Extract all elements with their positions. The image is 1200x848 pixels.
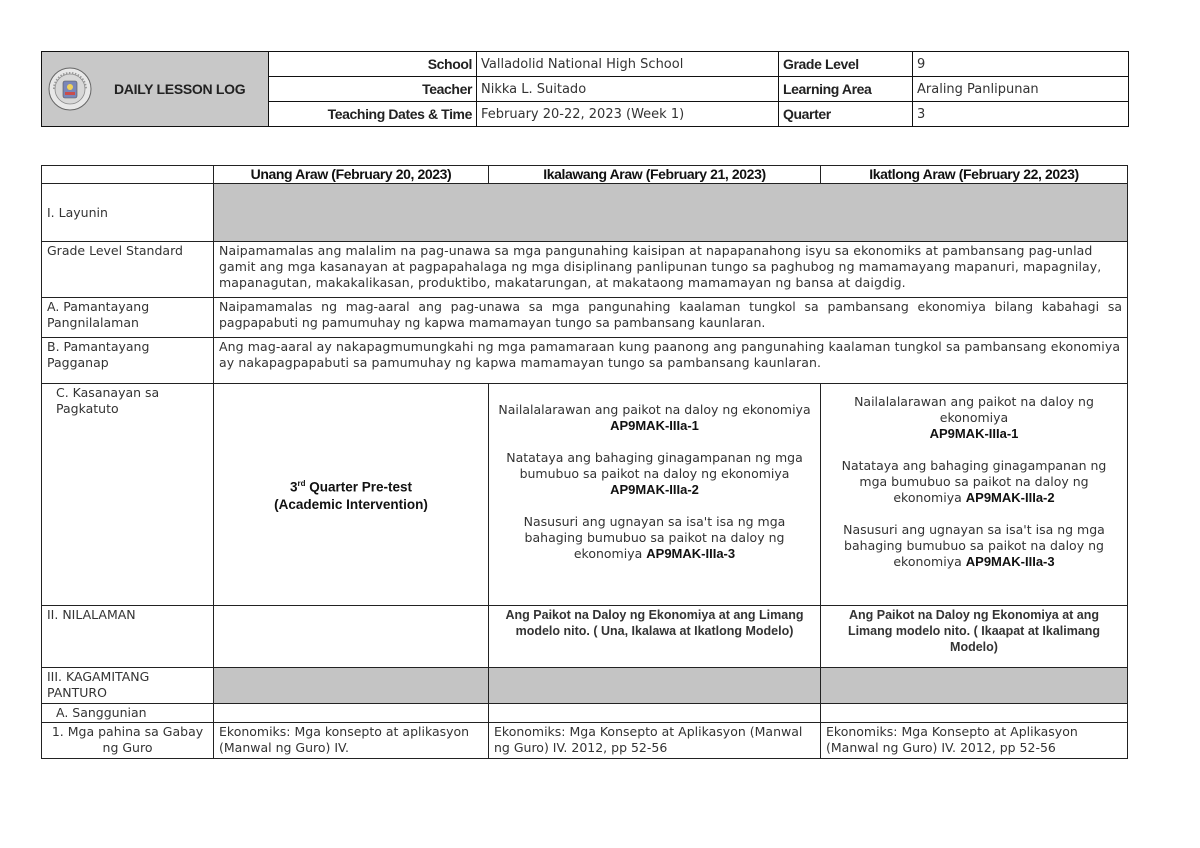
kagamitan-day2 [489,668,821,704]
row-label-kagamitan: III. KAGAMITANG PANTURO [42,668,214,704]
sanggunian-day3 [821,704,1128,723]
lesson-table [41,165,1128,759]
objective-1-code: AP9MAK-IIIa-1 [929,426,1019,441]
page-title: DAILY LESSON LOG [114,81,246,97]
kagamitan-day3 [821,668,1128,704]
objective-3-text: Nasusuri ang ugnayan sa isa't isa ng mga bahaging bumubuo sa paikot na daloy ng ekonomiya [843,522,1105,569]
nilalaman-day2: Ang Paikot na Daloy ng Ekonomiya at ang Limang modelo nito. ( Una, Ikalawa at Ikatlong Modelo) [489,606,821,668]
grade-level-standard-text: Naipamamalas ang malalim na pag-unawa sa mga pangunahing kaisipan at napapanahong isyu sa ekonomiks at pambansang pag-unlad gamit ang mga kasanayan at pagpapahalaga ng mga disiplinang panlipunan tungo sa paghubog ng mamamayang mapanuri, mapagnilay, mapanagutan, makakalikasan, produktibo, makatarungan, at makataong mamamayan ng bansa at daigdig. [214,242,1128,298]
pahina-day2: Ekonomiks: Mga Konsepto at Aplikasyon (Manwal ng Guro) IV. 2012, pp 52-56 [489,723,821,759]
objective-3-code: AP9MAK-IIIa-3 [646,546,736,561]
objectives-day2 [489,384,821,606]
objective-2-text: Natataya ang bahaging ginagampanan ng mga bumubuo sa paikot na daloy ng ekonomiya [506,450,803,481]
column-header-day3: Ikatlong Araw (February 22, 2023) [821,166,1128,184]
dates-value: February 20-22, 2023 (Week 1) [477,102,779,127]
teacher-value: Nikka L. Suitado [477,77,779,102]
objective-2-code: AP9MAK-IIIa-2 [965,490,1055,505]
pahina-day3: Ekonomiks: Mga Konsepto at Aplikasyon (Manwal ng Guro) IV. 2012, pp 52-56 [821,723,1128,759]
pretest-title: 3rd Quarter Pre-test [289,478,413,495]
objectives-day3 [821,384,1128,606]
row-label-grade-level-standard: Grade Level Standard [42,242,214,298]
objective-3-code: AP9MAK-IIIa-3 [965,554,1055,569]
layunin-gray-cell [214,184,1128,242]
objective-2-text: Natataya ang bahaging ginagampanan ng mga bumubuo sa paikot na daloy ng ekonomiya [841,458,1107,505]
quarter-label: Quarter [779,102,913,127]
row-label-nilalaman: II. NILALAMAN [42,606,214,668]
sanggunian-day2 [489,704,821,723]
pretest-subtitle: (Academic Intervention) [274,497,428,513]
deped-seal-icon [48,67,92,111]
pamantayang-pagganap-text: Ang mag-aaral ay nakapagmumungkahi ng mga pamamaraan kung paanong ang pangunahing kaalaman tungkol sa pambansang ekonomiya ay nakapagpapabuti sa pamumuhay ng kapwa mamamayan tungo sa pambansang kaunlaran. [214,338,1128,384]
header-table [41,51,1129,127]
pamantayang-pangnilalaman-text: Naipamamalas ng mag-aaral ang pag-unawa sa mga pangunahing kaalaman tungkol sa pambansang ekonomiya bilang kabahagi sa pagpapabuti ng pamumuhay ng kapwa mamamayan tungo sa pambansang kaunlaran. [214,298,1128,338]
row-label-kasanayan: C. Kasanayan sa Pagkatuto [42,384,214,606]
row-label-sanggunian: A. Sanggunian [42,704,214,723]
row-label-pamantayang-pagganap: B. Pamantayang Pagganap [42,338,214,384]
school-label: School [269,52,477,77]
teacher-label: Teacher [269,77,477,102]
row-label-pamantayang-pangnilalaman: A. Pamantayang Pangnilalaman [42,298,214,338]
row-label-mga-pahina: 1. Mga pahina sa Gabay ng Guro [42,723,214,759]
area-value: Araling Panlipunan [913,77,1129,102]
grade-label: Grade Level [779,52,913,77]
objective-1-code: AP9MAK-IIIa-1 [610,418,699,433]
pretest-cell [214,384,489,606]
column-header-day2: Ikalawang Araw (February 21, 2023) [489,166,821,184]
corner-cell [42,166,214,184]
quarter-value: 3 [913,102,1129,127]
nilalaman-day1 [214,606,489,668]
school-value: Valladolid National High School [477,52,779,77]
grade-value: 9 [913,52,1129,77]
objective-2-code: AP9MAK-IIIa-2 [610,482,699,497]
objective-1-text: Nailalalarawan ang paikot na daloy ng ekonomiya [854,394,1094,425]
kagamitan-day1 [214,668,489,704]
logo-cell [42,52,269,127]
area-label: Learning Area [779,77,913,102]
row-label-layunin: I. Layunin [42,184,214,242]
objective-1-text: Nailalalarawan ang paikot na daloy ng ekonomiya [498,402,811,417]
sanggunian-day1 [214,704,489,723]
pahina-day1: Ekonomiks: Mga konsepto at aplikasyon (Manwal ng Guro) IV. [214,723,489,759]
column-header-day1: Unang Araw (February 20, 2023) [214,166,489,184]
nilalaman-day3: Ang Paikot na Daloy ng Ekonomiya at ang Limang modelo nito. ( Ikaapat at Ikalimang Modelo) [821,606,1128,668]
dates-label: Teaching Dates & Time [269,102,477,127]
objective-3-text: Nasusuri ang ugnayan sa isa't isa ng mga bahaging bumubuo sa paikot na daloy ng ekonomiya [523,514,786,561]
